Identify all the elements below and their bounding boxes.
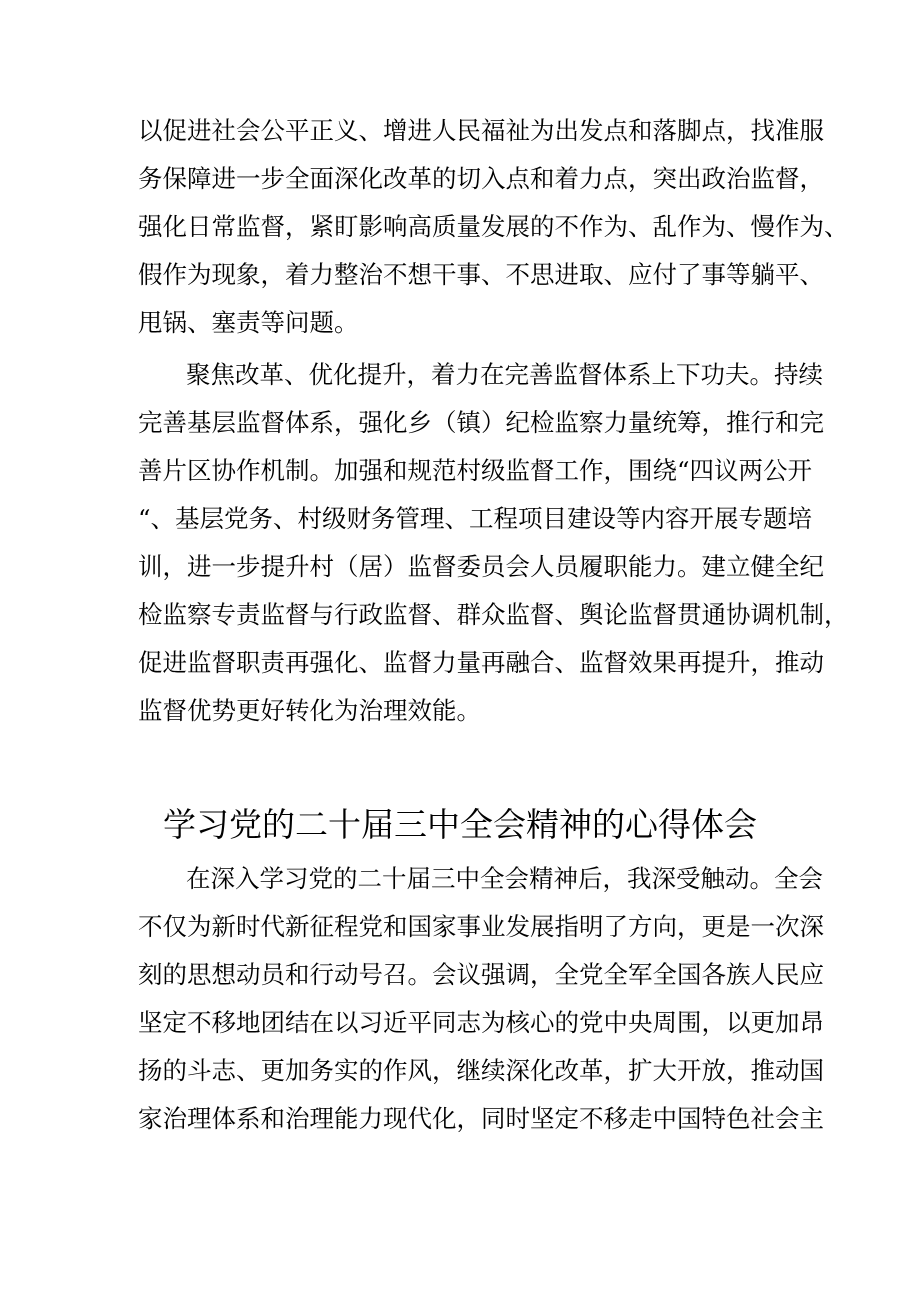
paragraph-line: 坚定不移地团结在以习近平同志为核心的党中央周围，以更加昂	[138, 1008, 824, 1037]
paragraph-line: 善片区协作机制。加强和规范村级监督工作，围绕“四议两公开	[138, 456, 813, 485]
paragraph-line: 以促进社会公平正义、增进人民福祉为出发点和落脚点，找准服	[138, 116, 824, 145]
paragraph-line: 家治理体系和治理能力现代化，同时坚定不移走中国特色社会主	[138, 1104, 824, 1133]
section-heading: 学习党的二十届三中全会精神的心得体会	[163, 805, 757, 844]
paragraph-line: “、基层党务、村级财务管理、工程项目建设等内容开展专题培	[138, 504, 813, 533]
paragraph-line: 在深入学习党的二十届三中全会精神后，我深受触动。全会	[186, 864, 823, 893]
paragraph-line: 甩锅、塞责等问题。	[138, 308, 359, 337]
paragraph-line: 扬的斗志、更加务实的作风，继续深化改革，扩大开放，推动国	[138, 1056, 824, 1085]
paragraph-line: 务保障进一步全面深化改革的切入点和着力点，突出政治监督，	[138, 164, 824, 193]
paragraph-line: 训，进一步提升村（居）监督委员会人员履职能力。建立健全纪	[138, 552, 824, 581]
paragraph-line: 刻的思想动员和行动号召。会议强调，全党全军全国各族人民应	[138, 960, 824, 989]
paragraph-line: 假作为现象，着力整治不想干事、不思进取、应付了事等躺平、	[138, 260, 824, 289]
paragraph-line: 不仅为新时代新征程党和国家事业发展指明了方向，更是一次深	[138, 912, 824, 941]
paragraph-line: 强化日常监督，紧盯影响高质量发展的不作为、乱作为、慢作为、	[138, 212, 849, 241]
paragraph-line: 聚焦改革、优化提升，着力在完善监督体系上下功夫。持续	[186, 360, 823, 389]
paragraph-line: 检监察专责监督与行政监督、群众监督、舆论监督贯通协调机制，	[138, 600, 849, 629]
paragraph-line: 完善基层监督体系，强化乡（镇）纪检监察力量统筹，推行和完	[138, 408, 824, 437]
paragraph-line: 促进监督职责再强化、监督力量再融合、监督效果再提升，推动	[138, 648, 824, 677]
paragraph-line: 监督优势更好转化为治理效能。	[138, 696, 481, 725]
